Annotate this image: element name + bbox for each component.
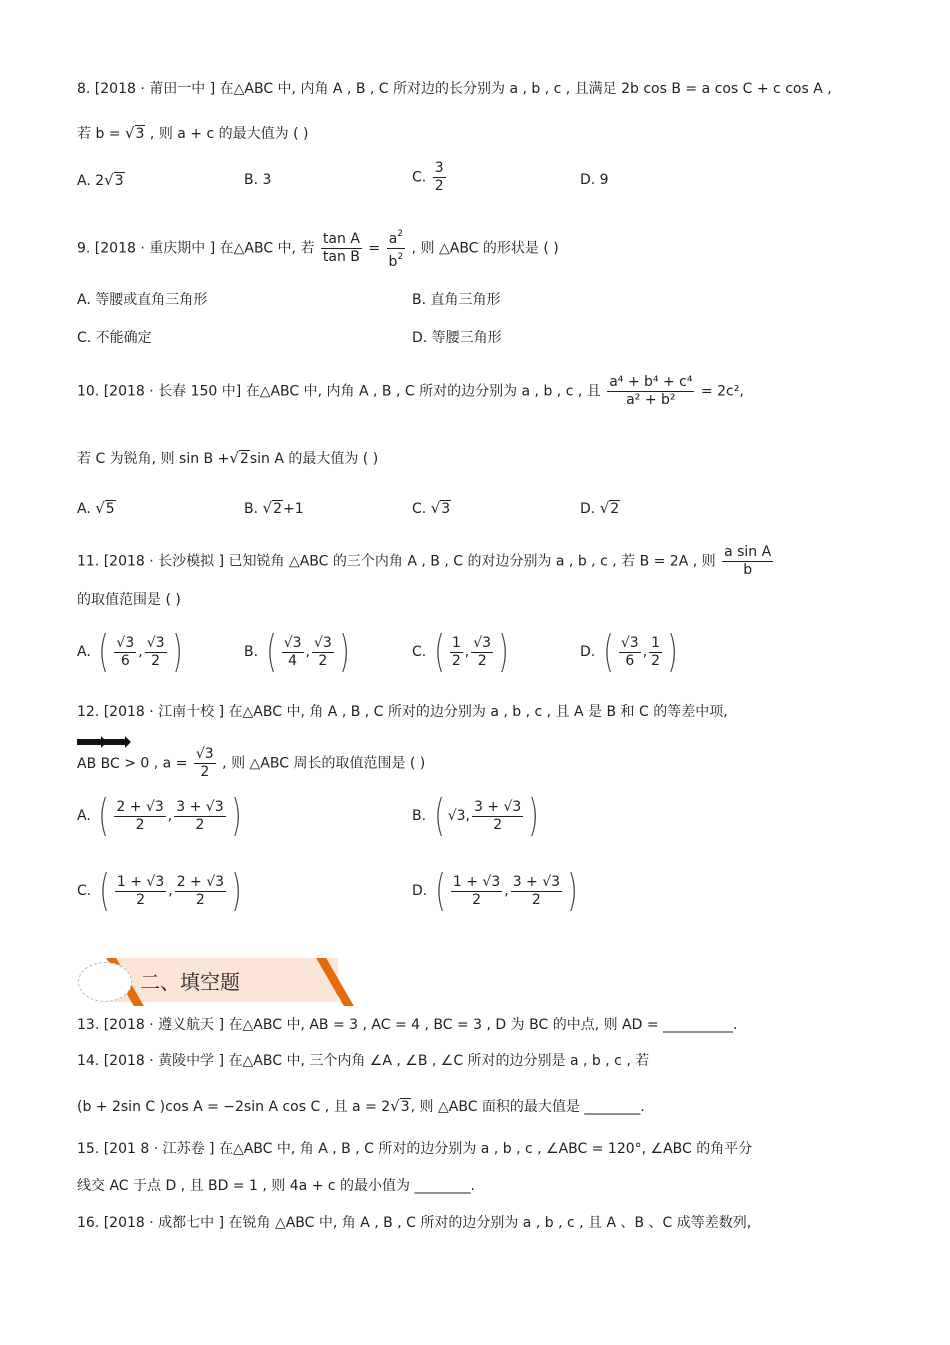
q8-line1: 8. [2018 · 莆田一中 ] 在△ABC 中, 内角 A , B , C 所对边的长分别为 a , b , c , 且满足 2b cos B = a cos C + c cos A , [77,81,832,97]
q10-option-d-sqrt: √2 [599,499,620,517]
q10-option-b-post: +1 [283,501,304,517]
q9-stem-post: , 则 △ABC 的形状是 ( ) [411,240,559,257]
q11-option-a-label: A. [77,644,91,660]
q11-option-d-label: D. [580,644,596,660]
q10-fraction: $\frac{\text{a⁴ + b⁴ + c⁴}}{\text{a² + b²}}$ [609,374,693,408]
q14-sqrt: √3 [390,1097,410,1115]
q10-sqrt: √2 [229,449,249,467]
q9-option-c[interactable]: C. 不能确定 [77,330,152,346]
q11-stem-pre: 11. [2018 · 长沙模拟 ] 已知锐角 △ABC 的三个内角 A , B , C 的对边分别为 a , b , c , 若 B = 2A , 则 [77,553,716,570]
q11-stem [77,544,775,579]
q9-option-b[interactable]: B. 直角三角形 [412,292,501,308]
q10-option-b-label: B. [244,501,259,517]
q11-option-a-high: √3 2 [146,634,165,669]
q10-stem [77,374,744,409]
q9-stem [77,226,559,271]
q8-option-b[interactable]: B. 3 [244,172,272,188]
q12-option-b[interactable]: B. ( √3, 3 + √3 2 ) [412,790,540,841]
q9-equals: = [368,240,381,257]
q14-line2-b: , 则 △ABC 面积的最大值是 ________. [410,1099,645,1115]
q8-option-d[interactable]: D. 9 [580,172,609,188]
q12-option-c-low: 1 + √3 2 [116,873,165,908]
q14-line2 [77,1095,645,1118]
q11-option-b-low: √3 4 [283,634,302,669]
q11-option-c-high: √3 2 [473,634,492,669]
q8-sqrt: √3 [124,124,145,142]
q12-option-a-low: 2 + √3 2 [116,798,164,833]
q12-option-b-low: √3, [447,808,470,824]
q12-option-d-label: D. [412,883,428,899]
q11-option-b[interactable]: B. ( √3 4 , √3 2 ) [244,626,350,677]
q10-option-a[interactable] [77,497,116,520]
q8-option-c-label: C. [412,169,427,186]
q9-fraction-sides: $\frac{a^2}{b^2}$ [387,226,406,271]
q9-option-d[interactable]: D. 等腰三角形 [412,330,502,346]
q12-option-b-high: 3 + √3 2 [473,798,522,833]
q11-fraction: $\frac{\text{a sin A}}{b}$ [724,544,772,578]
section-banner [78,958,358,1002]
q12-option-a-label: A. [77,808,91,824]
q15-line2: 线交 AC 于点 D , 且 BD = 1 , 则 4a + c 的最小值为 ________. [77,1178,475,1194]
q11-line2: 的取值范围是 ( ) [77,592,181,608]
q11-option-b-high: √3 2 [313,634,332,669]
q12-line2 [77,746,425,781]
q10-option-d-label: D. [580,501,596,517]
q10-line2 [77,447,378,470]
q12-option-c-label: C. [77,883,92,899]
q11-option-d-low: √3 6 [620,634,639,669]
vector-arrow-icon [77,739,102,745]
q10-option-c-sqrt: √3 [430,499,451,517]
q12-option-a[interactable]: A. ( 2 + √3 2 , 3 + √3 2 ) [77,790,242,841]
q16-line1: 16. [2018 · 成都七中 ] 在锐角 △ABC 中, 角 A , B , C 所对的边分别为 a , b , c , 且 A 、B 、C 成等差数列, [77,1215,752,1231]
q11-option-d-high: 1 2 [651,634,661,669]
vector-arrow-icon [101,739,126,745]
q11-option-d[interactable]: D. ( √3 6 , 1 2 ) [580,626,678,677]
q14-line2-a: (b + 2sin C )cos A = −2sin A cos C , 且 a = 2 [77,1099,391,1115]
q8-option-c[interactable] [412,160,448,195]
q10-option-b-sqrt: √2 [262,499,282,517]
q11-option-c[interactable]: C. ( 1 2 , √3 2 ) [412,626,509,677]
q8-line2-b: , 则 a + c 的最大值为 ( ) [149,126,309,142]
q10-option-a-sqrt: √5 [95,499,115,517]
q8-option-c-fraction: $\frac{3}{2}$ [434,160,444,194]
q12-line1: 12. [2018 · 江南十校 ] 在△ABC 中, 角 A , B , C 所对的边分别为 a , b , c , 且 A 是 B 和 C 的等差中项, [77,704,728,720]
q12-option-d[interactable]: D. ( 1 + √3 2 , 3 + √3 2 ) [412,865,578,916]
q10-option-c-label: C. [412,501,427,517]
q10-line2-a: 若 C 为锐角, 则 sin B + [77,451,230,467]
q12-condition: > 0 , a = [124,755,188,772]
q10-option-b[interactable] [244,497,304,520]
q11-option-b-label: B. [244,644,259,660]
q12-option-d-high: 3 + √3 2 [512,873,561,908]
q13-line: 13. [2018 · 遵义航天 ] 在△ABC 中, AB = 3 , AC = 4 , BC = 3 , D 为 BC 的中点, 则 AD = __________. [77,1017,738,1033]
q11-option-a-low: √3 6 [116,634,135,669]
q9-option-a[interactable]: A. 等腰或直角三角形 [77,292,208,308]
q8-option-a-sqrt: √3 [104,171,124,189]
q10-stem-pre: 10. [2018 · 长春 150 中] 在△ABC 中, 内角 A , B , C 所对的边分别为 a , b , c , 且 [77,383,601,400]
q12-stem-post: , 则 △ABC 周长的取值范围是 ( ) [222,755,426,772]
q12-option-c[interactable]: C. ( 1 + √3 2 , 2 + √3 2 ) [77,865,242,916]
q10-option-a-label: A. [77,501,91,517]
q8-option-a-coef: 2 [95,173,105,189]
q10-stem-post: = 2c², [700,383,744,400]
q11-option-a[interactable]: A. ( √3 6 , √3 2 ) [77,626,183,677]
q8-line2-a: 若 b = [77,126,121,142]
q10-option-d[interactable] [580,497,620,520]
q9-fraction-tan: $\frac{\text{tan A}}{\text{tan B}}$ [322,231,360,265]
q12-option-a-high: 3 + √3 2 [176,798,224,833]
q12-option-c-high: 2 + √3 2 [176,873,225,908]
q11-option-c-low: 1 2 [451,634,461,669]
q8-option-a[interactable] [77,169,125,192]
q12-option-d-low: 1 + √3 2 [452,873,501,908]
section-title: 二、填空题 [140,970,240,994]
cloud-decoration-icon [78,962,132,1002]
q12-a-fraction: $\frac{√3}{2}$ [195,746,214,780]
q12-option-b-label: B. [412,808,427,824]
q11-option-c-label: C. [412,644,427,660]
q14-line1: 14. [2018 · 黄陵中学 ] 在△ABC 中, 三个内角 ∠A , ∠B , ∠C 所对的边分别是 a , b , c , 若 [77,1053,650,1069]
q8-line2 [77,122,308,145]
q10-line2-b: sin A 的最大值为 ( ) [249,451,379,467]
q10-option-c[interactable] [412,497,451,520]
q9-stem-pre: 9. [2018 · 重庆期中 ] 在△ABC 中, 若 [77,240,315,257]
q15-line1: 15. [201 8 · 江苏卷 ] 在△ABC 中, 角 A , B , C 所对的边分别为 a , b , c , ∠ABC = 120°, ∠ABC 的角平分 [77,1141,753,1157]
q8-option-a-label: A. [77,173,91,189]
q12-vector-bc: BC [101,753,120,775]
q12-vector-ab: AB [77,753,96,775]
